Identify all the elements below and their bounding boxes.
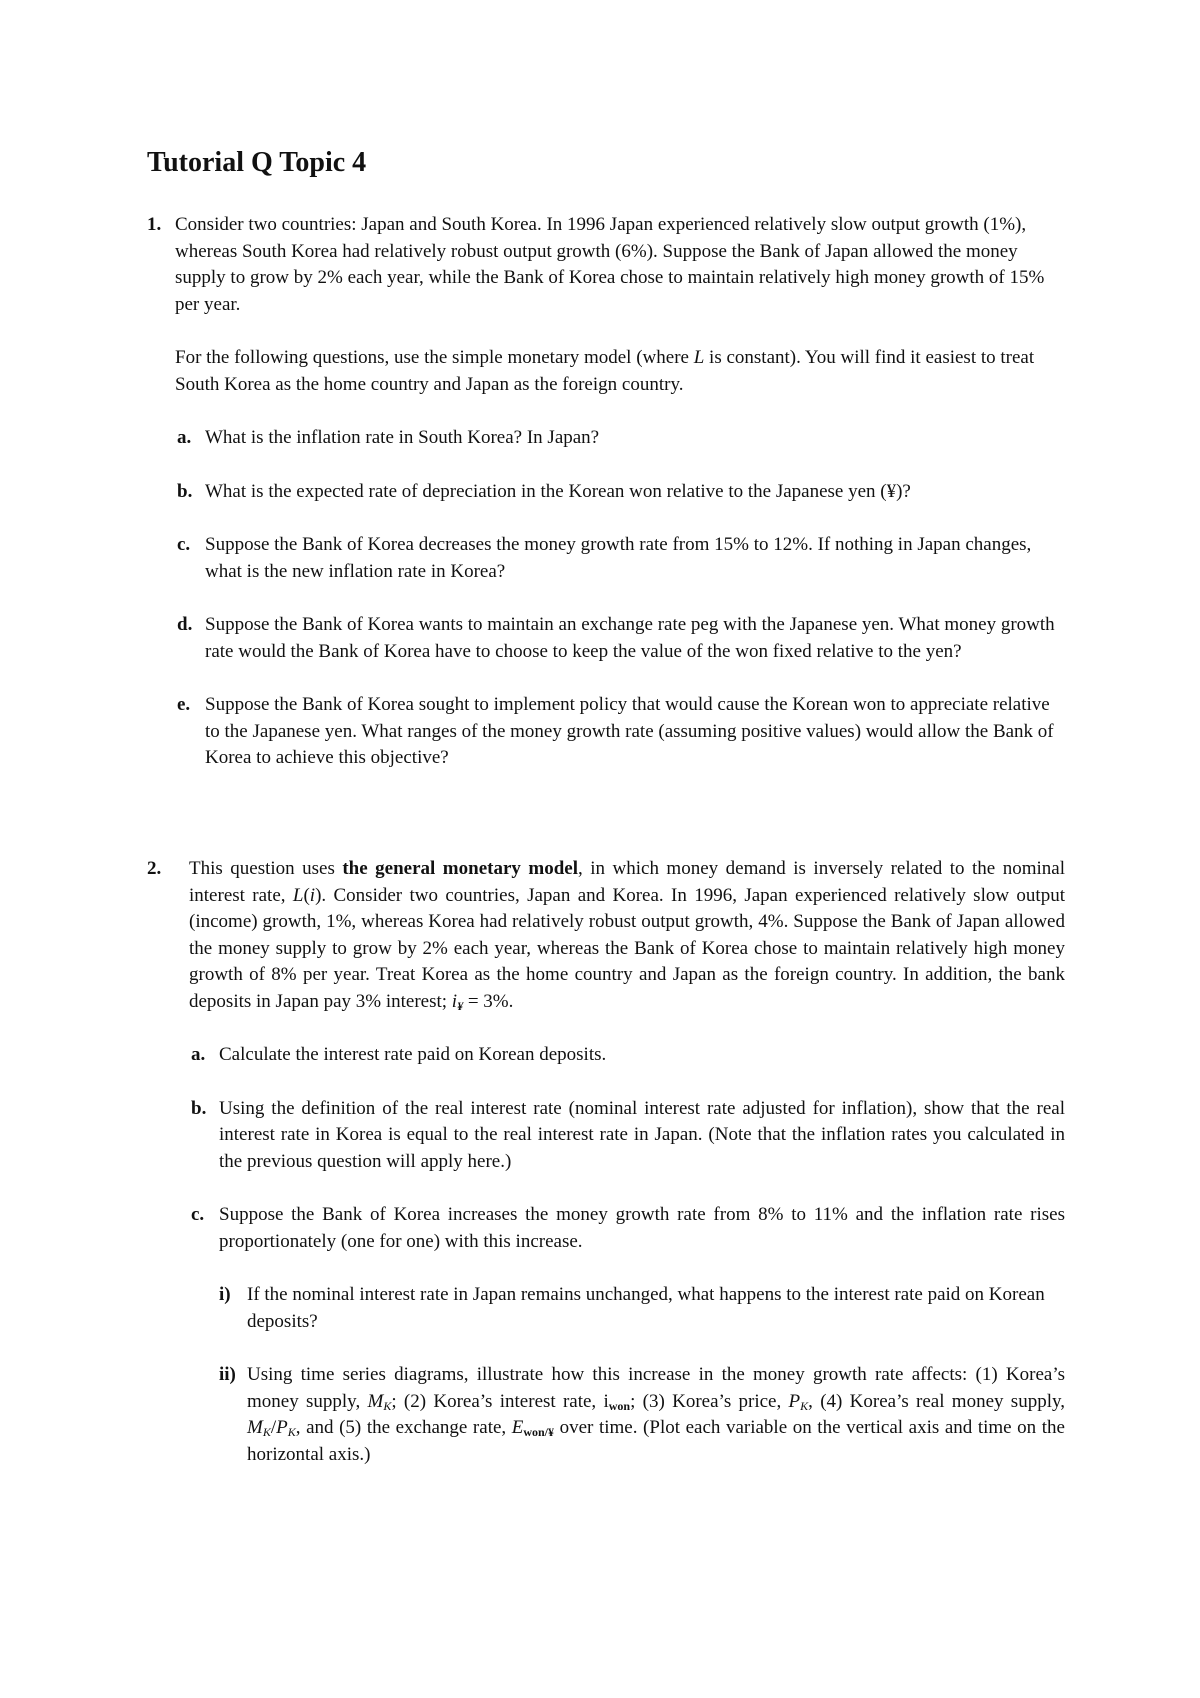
question-intro: This question uses the general monetary model, in which money demand is inversely related to the nominal interest rate, L(i). Consider two countries, Japan and Korea. In 1996, Japan experienced relatively slow output (income) growth, 1%, whereas Korea had relatively robust output growth, 4%. Suppose the Bank of Japan allowed the money supply to grow by 2% each year, whereas the Bank of Korea chose to maintain relatively high money growth of 8% per year. Treat Korea as the home country and Japan as the foreign country. In addition, the bank deposits in Japan pay 3% interest; i¥ = 3%. (189, 858, 1065, 1013)
sub-question-label: b. (191, 1097, 207, 1119)
question-instructions: For the following questions, use the simple monetary model (where L is constant). You will find it easiest to treat South Korea as the home country and Japan as the foreign country. (175, 347, 1035, 395)
sub-question-b (191, 1096, 1065, 1176)
sub-question-label: ii) (219, 1364, 236, 1385)
sub-question-label: b. (177, 480, 193, 502)
sub-question-text: Suppose the Bank of Korea sought to implement policy that would cause the Korean won to appreciate relative to the Japanese yen. What ranges of the money growth rate (assuming positive values) would allow the Bank of Korea to achieve this objective? (205, 694, 1054, 768)
sub-question-c-ii (219, 1362, 1065, 1468)
sub-question-b (177, 479, 1057, 506)
sub-question-label: i) (219, 1284, 231, 1305)
sub-question-text: What is the expected rate of depreciation in the Korean won relative to the Japanese yen (¥)? (205, 480, 911, 502)
sub-question-text: If the nominal interest rate in Japan remains unchanged, what happens to the interest rate paid on Korean deposits? (247, 1284, 1045, 1332)
sub-question-label: c. (177, 534, 191, 555)
sub-question-text: Suppose the Bank of Korea wants to maintain an exchange rate peg with the Japanese yen. What money growth rate would the Bank of Korea have to choose to keep the value of the won fixed relative to the yen? (205, 614, 1055, 662)
sub-question-label: e. (177, 694, 191, 715)
sub-question-e (177, 692, 1057, 772)
sub-question-label: d. (177, 614, 193, 635)
sub-question-text: What is the inflation rate in South Korea? In Japan? (205, 427, 600, 448)
sub-question-a (191, 1042, 1065, 1069)
page-title: Tutorial Q Topic 4 (147, 147, 367, 178)
question-intro: Consider two countries: Japan and South Korea. In 1996 Japan experienced relatively slow output growth (1%), whereas South Korea had relatively robust output growth (6%). Suppose the Bank of Japan allowed the money supply to grow by 2% each year, while the Bank of Korea chose to maintain relatively high money growth of 15% per year. (175, 214, 1045, 315)
question-number: 1. (147, 214, 162, 235)
sub-question-label: c. (191, 1204, 205, 1225)
sub-question-text: Calculate the interest rate paid on Korean deposits. (219, 1044, 607, 1065)
sub-question-text: Suppose the Bank of Korea increases the money growth rate from 8% to 11% and the inflation rate rises proportionately (one for one) with this increase. (219, 1204, 1065, 1252)
sub-question-a (177, 425, 1057, 452)
question-number: 2. (147, 858, 162, 879)
sub-question-text: Using the definition of the real interest rate (nominal interest rate adjusted for inflation), show that the real interest rate in Korea is equal to the real interest rate in Japan. (Note that the inflation rates you calculated in the previous question will apply here.) (219, 1097, 1065, 1172)
sub-question-label: a. (177, 427, 192, 448)
sub-question-d (177, 612, 1057, 665)
sub-question-c-i (219, 1282, 1065, 1335)
sub-question-text: Using time series diagrams, illustrate how this increase in the money growth rate affects: (1) Korea’s money supply, MK; (2) Korea’s interest rate, iwon; (3) Korea’s price, PK, (4) Korea’s real money supply, MK/PK, and (5) the exchange rate, Ewon/¥ over time. (Plot each variable on the vertical axis and time on the horizontal axis.) (247, 1364, 1065, 1465)
sub-question-text: Suppose the Bank of Korea decreases the money growth rate from 15% to 12%. If nothing in Japan changes, what is the new inflation rate in Korea? (205, 534, 1032, 582)
sub-question-c (177, 532, 1057, 585)
sub-question-c (191, 1202, 1065, 1468)
question-2 (147, 856, 1065, 1468)
sub-question-label: a. (191, 1044, 206, 1065)
question-1 (147, 212, 1057, 772)
